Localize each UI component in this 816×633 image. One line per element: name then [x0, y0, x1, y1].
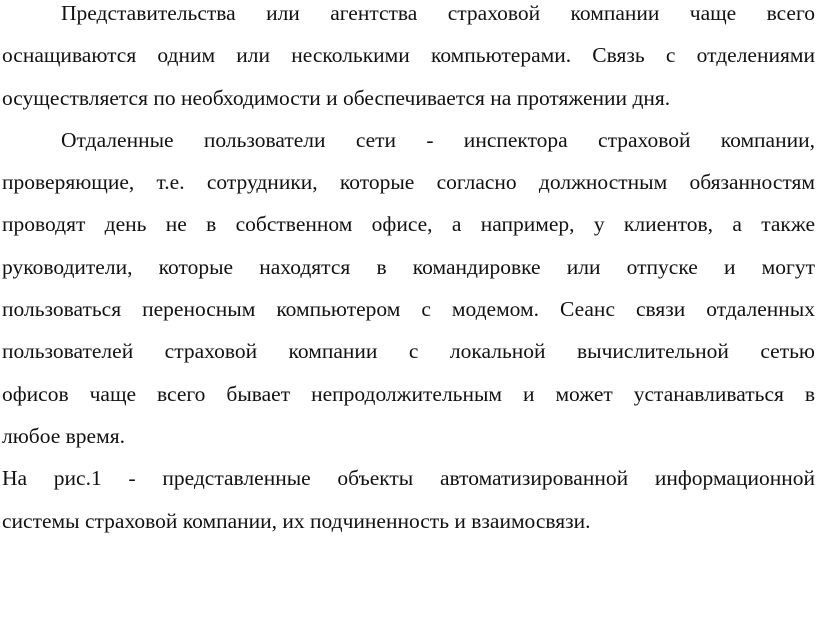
text-line: проводят день не в собственном офисе, а например, у клиентов, а также	[2, 212, 815, 237]
text-line: На рис.1 - представленные объекты автоматизированной информационной	[2, 466, 815, 491]
text-line: руководители, которые находятся в командировке или отпуске и могут	[2, 254, 815, 279]
text-line: любое время.	[2, 423, 125, 448]
text-line: оснащиваются одним или несколькими компьютерами. Связь с отделениями	[2, 43, 815, 68]
paragraph-representative-offices	[2, 0, 815, 119]
text-line: проверяющие, т.е. сотрудники, которые согласно должностным обязанностям	[2, 170, 815, 195]
text-line: Представительства или агентства страховой компании чаще всего	[61, 1, 815, 25]
text-line: пользователей страховой компании с локальной вычислительной сетью	[2, 339, 815, 364]
text-line: пользоваться переносным компьютером с модемом. Сеанс связи отдаленных	[2, 297, 815, 322]
text-line: офисов чаще всего бывает непродолжительным и может устанавливаться в	[2, 381, 815, 406]
document-body	[2, 0, 815, 542]
paragraph-remote-users	[2, 119, 815, 457]
text-line: Отдаленные пользователи сети - инспектора страховой компании,	[61, 127, 815, 152]
paragraph-figure-reference	[2, 457, 815, 542]
text-line: осуществляется по необходимости и обеспечивается на протяжении дня.	[2, 85, 671, 110]
text-line: системы страховой компании, их подчиненность и взаимосвязи.	[2, 508, 591, 533]
